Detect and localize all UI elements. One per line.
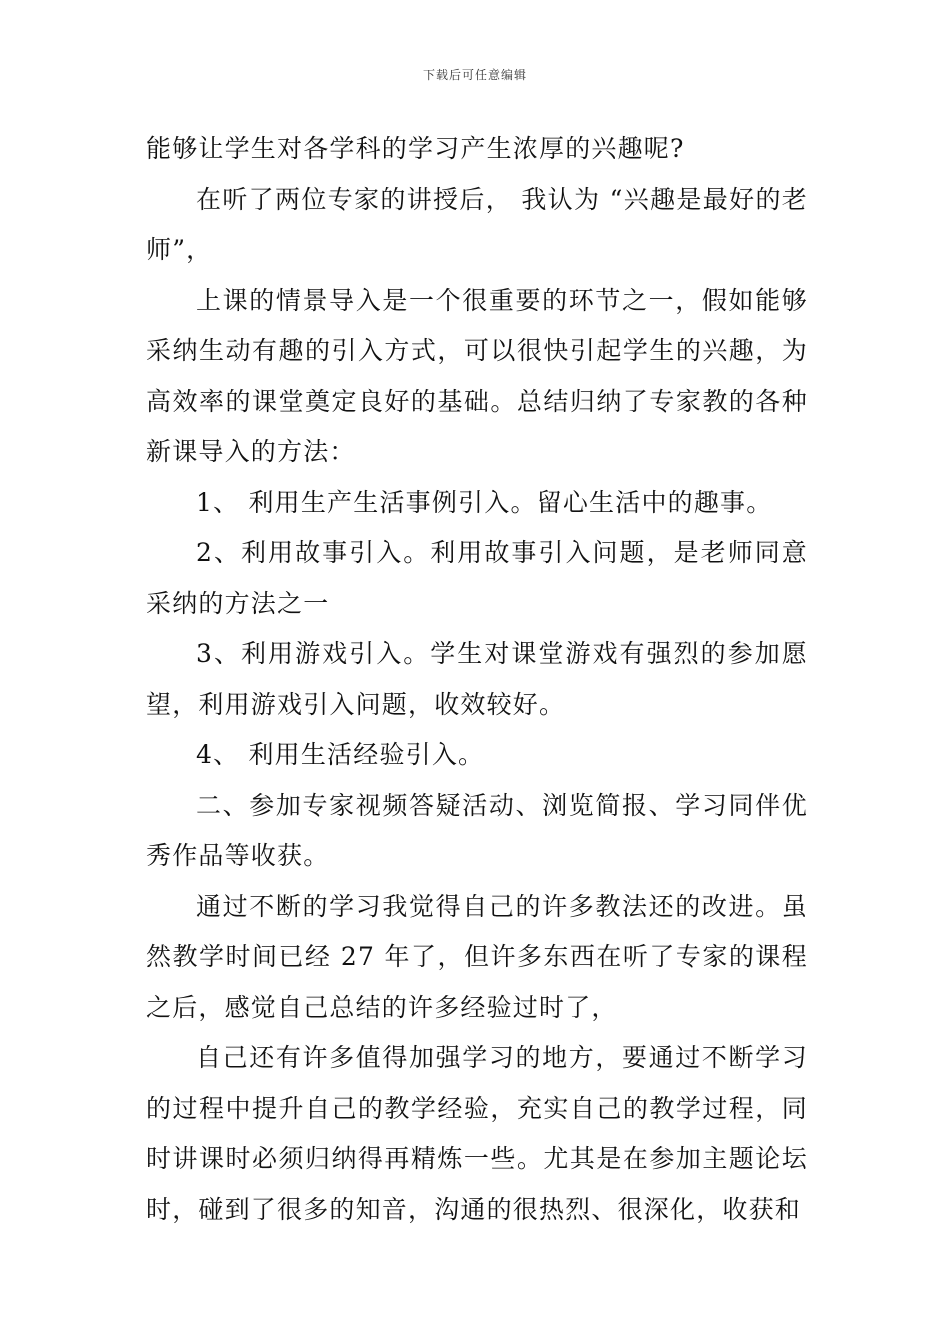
paragraph-2: 在听了两位专家的讲授后， 我认为 “兴趣是最好的老师”，: [146, 184, 808, 264]
document-body: [146, 124, 808, 1235]
header-note: 下载后可任意编辑: [422, 68, 527, 82]
paragraph-1: 能够让学生对各学科的学习产生浓厚的兴趣呢?: [146, 134, 685, 163]
paragraph-9: 通过不断的学习我觉得自己的许多教法还的改进。虽然教学时间已经 27 年了，但许多东西在听了专家的课程之后，感觉自己总结的许多经验过时了，: [146, 891, 808, 1022]
paragraph-10: 自己还有许多值得加强学习的地方，要通过不断学习的过程中提升自己的教学经验，充实自己的教学过程，同时讲课时必须归纳得再精炼一些。尤其是在参加主题论坛时，碰到了很多的知音，沟通的很热烈、很深化，收获和: [146, 1043, 808, 1224]
paragraph-5: 2、利用故事引入。利用故事引入问题，是老师同意采纳的方法之一: [146, 538, 808, 618]
paragraph-8: 二、参加专家视频答疑活动、浏览简报、学习同伴优秀作品等收获。: [146, 790, 808, 870]
paragraph-3: 上课的情景导入是一个很重要的环节之一，假如能够采纳生动有趣的引入方式，可以很快引起学生的兴趣，为高效率的课堂奠定良好的基础。总结归纳了专家教的各种新课导入的方法：: [146, 285, 808, 466]
paragraph-7: 4、 利用生活经验引入。: [196, 740, 485, 769]
paragraph-4: 1、 利用生产生活事例引入。留心生活中的趣事。: [196, 487, 773, 517]
paragraph-6: 3、利用游戏引入。学生对课堂游戏有强烈的参加愿望，利用游戏引入问题，收效较好。: [146, 639, 808, 719]
